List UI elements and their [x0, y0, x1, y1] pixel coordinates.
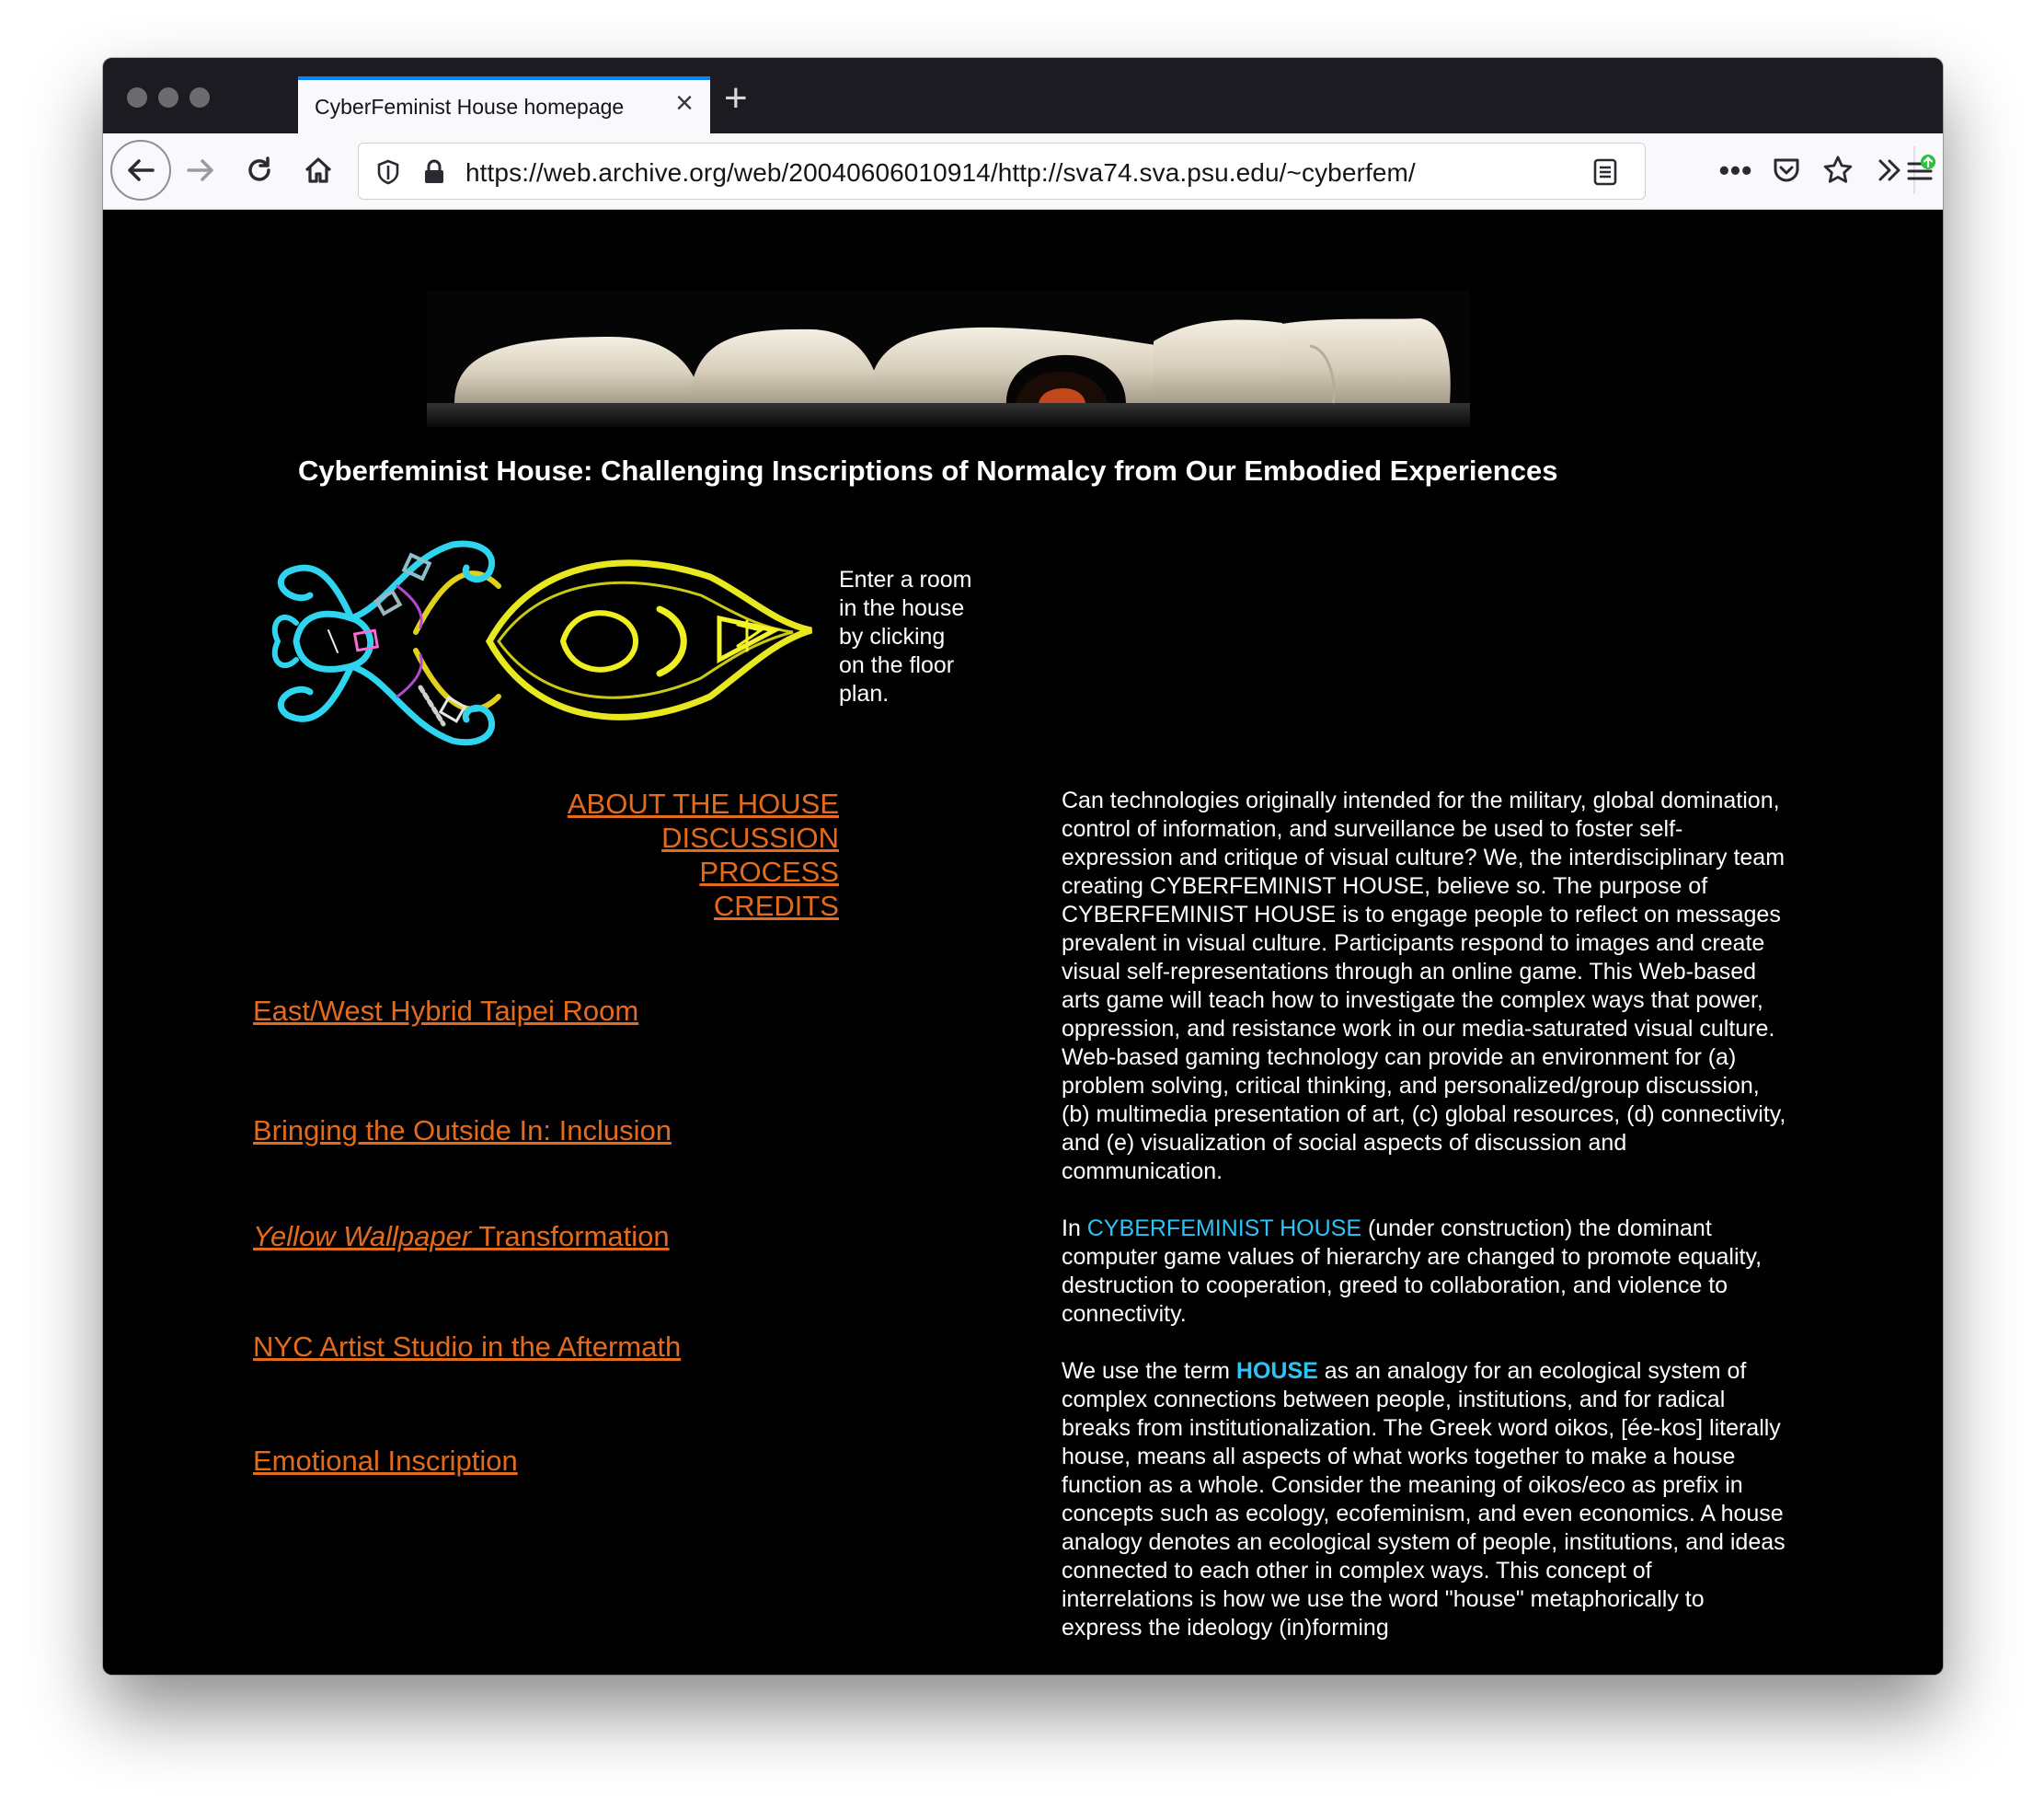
house-banner-image	[427, 291, 1470, 427]
inclusion-room-link[interactable]: Bringing the Outside In: Inclusion	[253, 1114, 672, 1146]
reload-button[interactable]	[232, 143, 287, 198]
para2-prefix: In	[1062, 1215, 1087, 1241]
tab-title: CyberFeminist House homepage	[315, 95, 625, 119]
process-link[interactable]: PROCESS	[699, 856, 839, 888]
hamburger-icon	[1904, 155, 1935, 186]
page-actions-icon[interactable]: •••	[1718, 153, 1753, 187]
para3-suffix: as an analogy for an ecological system of complex connections between people, institutions, and for radical breaks from institutionalization. The Greek word oikos, [ée-kos] literally house, means all aspects of what works together to make a house function as a whole. Consider the meaning of oikos/eco as prefix in concepts such as ecology, ecofeminism, and even economics. A house analogy denotes an ecological system of people, institutions, and ideas connected to each other in complex ways. This concept of interrelations is how we use the word "house" metaphorically to express the ideology (in)forming	[1062, 1358, 1786, 1641]
taipei-room-link[interactable]: East/West Hybrid Taipei Room	[253, 995, 639, 1027]
yellow-wallpaper-room-link[interactable]	[253, 1220, 670, 1253]
floor-plan-instructions: Enter a room in the house by clicking on the floor plan.	[839, 567, 972, 707]
emotional-inscription-room-link[interactable]: Emotional Inscription	[253, 1445, 518, 1477]
home-button[interactable]	[291, 143, 346, 198]
intro-paragraph-2	[1062, 1215, 1788, 1329]
nav-bar	[103, 133, 1943, 210]
yellow-wallpaper-suffix: Transformation	[471, 1220, 670, 1252]
para2-suffix: (under construction) the dominant computer game values of hierarchy are changed to promote equality, destruction to cooperation, greed to collaboration, and violence to connectivity.	[1062, 1215, 1763, 1327]
url-text: https://web.archive.org/web/20040606010914/http://sva74.sva.psu.edu/~cyberfem/	[465, 158, 1416, 187]
browser-window	[103, 58, 1943, 1675]
active-tab[interactable]	[298, 76, 710, 133]
window-zoom-dot[interactable]	[189, 87, 210, 108]
pocket-button[interactable]	[1759, 143, 1814, 198]
shield-icon[interactable]	[370, 154, 407, 190]
reader-view-icon[interactable]	[1587, 154, 1624, 190]
intro-paragraph-1: Can technologies originally intended for the military, global domination, control of information, and surveillance be used to foster self-expression and critique of visual culture? We, the interdisciplinary team creating CYBERFEMINIST HOUSE, believe so. The purpose of CYBERFEMINIST HOUSE is to engage people to reflect on messages prevalent in visual culture. Participants respond to images and create visual self-representations through an online game. This Web-based arts game will teach how to investigate the complex ways that power, oppression, and resistance work in our media-saturated visual culture. Web-based gaming technology can provide an environment for (a) problem solving, critical thinking, and personalized/group discussion, (b) multimedia presentation of art, (c) global resources, (d) connectivity, and (e) visualization of social aspects of discussion and communication.	[1062, 788, 1786, 1184]
cyberfeminist-house-link[interactable]: CYBERFEMINIST HOUSE	[1086, 1215, 1361, 1241]
lock-icon[interactable]	[416, 154, 453, 190]
forward-button[interactable]	[173, 143, 228, 198]
back-button[interactable]	[110, 140, 171, 201]
menu-button[interactable]	[1897, 143, 1943, 198]
bookmark-button[interactable]	[1810, 143, 1866, 198]
tab-bar	[103, 58, 1943, 133]
yellow-wallpaper-title: Yellow Wallpaper	[253, 1220, 472, 1252]
webpage	[103, 211, 1943, 1675]
para3-prefix: We use the term	[1062, 1358, 1236, 1384]
url-bar[interactable]	[358, 143, 1646, 200]
page-headline: Cyberfeminist House: Challenging Inscriptions of Normalcy from Our Embodied Experiences	[298, 455, 1558, 487]
close-tab-icon[interactable]: ×	[675, 86, 694, 121]
window-minimize-dot[interactable]	[158, 87, 178, 108]
new-tab-icon[interactable]: +	[724, 75, 748, 121]
home-icon	[303, 155, 334, 186]
main-menu	[499, 787, 839, 923]
forward-arrow-icon	[185, 155, 216, 186]
about-the-house-link[interactable]: ABOUT THE HOUSE	[567, 788, 839, 820]
window-close-dot[interactable]	[127, 87, 147, 108]
pocket-icon	[1772, 156, 1801, 185]
back-arrow-icon	[125, 155, 156, 186]
floor-plan-image-map[interactable]	[259, 522, 822, 770]
discussion-link[interactable]: DISCUSSION	[661, 822, 839, 854]
house-term: HOUSE	[1235, 1358, 1318, 1384]
reload-icon	[244, 155, 275, 186]
star-icon	[1822, 155, 1854, 186]
intro-text	[1062, 787, 1788, 1671]
credits-link[interactable]: CREDITS	[713, 890, 839, 922]
intro-paragraph-3	[1062, 1357, 1788, 1642]
nyc-studio-room-link[interactable]: NYC Artist Studio in the Aftermath	[253, 1330, 682, 1363]
